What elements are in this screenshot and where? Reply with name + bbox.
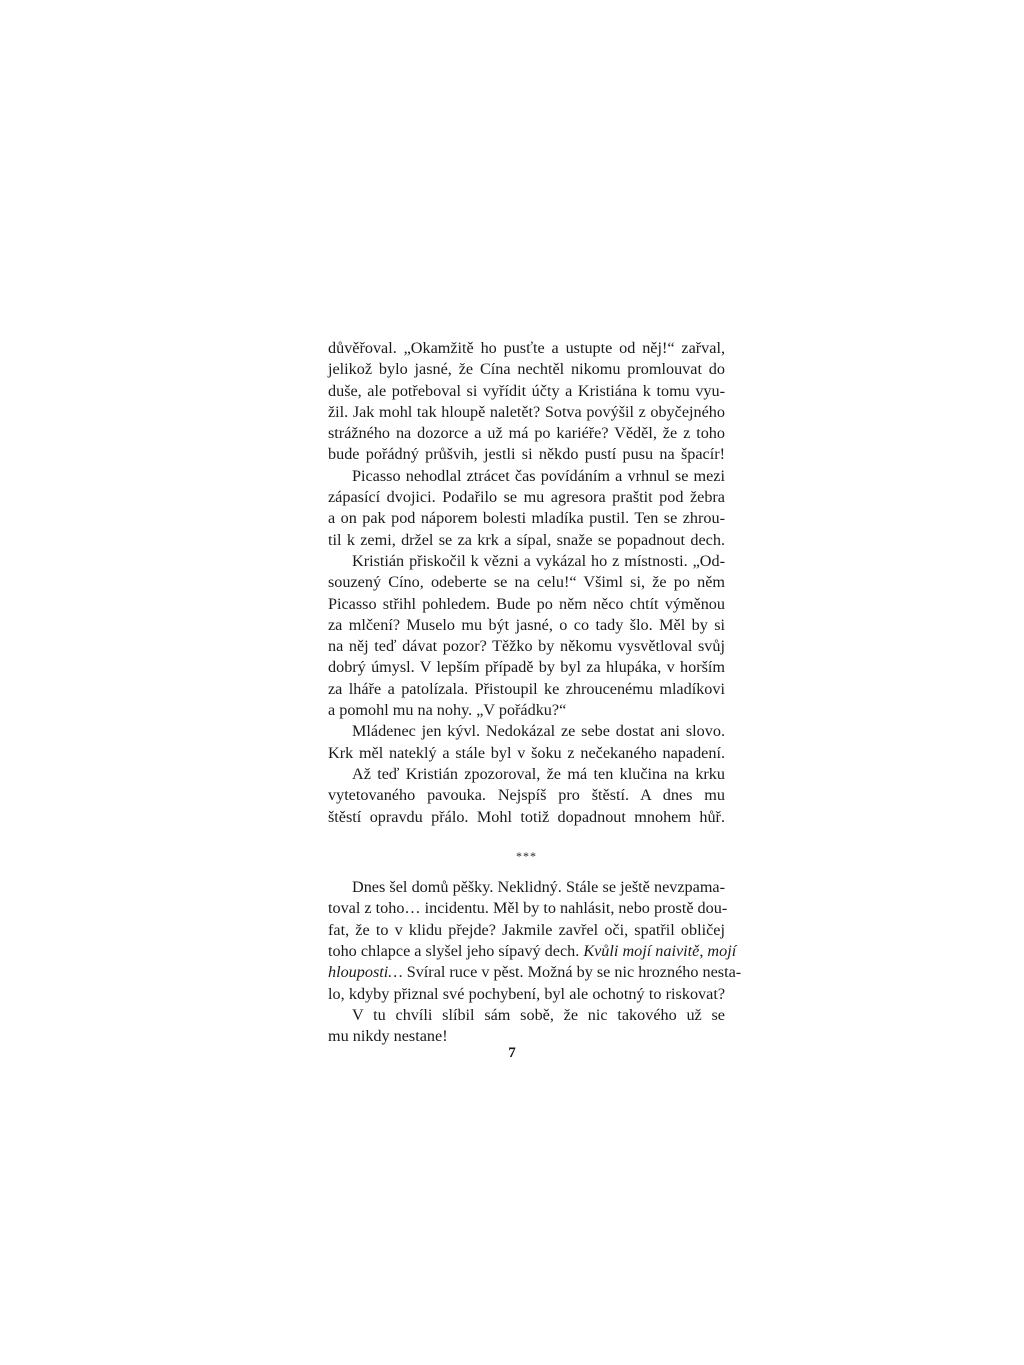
text-line: žil. Jak mohl tak hloupě naletět? Sotva povýšil z obyčejného [328, 402, 725, 421]
text-segment: Svíral ruce v pěst. Možná by se nic hrozného nesta- [402, 963, 742, 982]
text-segment: toho chlapce a slyšel jeho sípavý dech. [328, 942, 580, 961]
text-line: Až teď Kristián zpozoroval, že má ten klučina na krku [352, 764, 725, 783]
text-line [328, 962, 742, 983]
text-line [328, 941, 737, 962]
text-line: a pomohl mu na nohy. „V pořádku?“ [328, 701, 567, 720]
body-text [328, 338, 742, 1048]
paragraph [328, 721, 725, 764]
text-line: za lháře a patolízala. Přistoupil ke zhroucenému mladíkovi [328, 679, 725, 698]
paragraph [328, 1005, 725, 1048]
text-line: dobrý úmysl. V lepším případě by byl za hlupáka, v horším [328, 658, 725, 677]
text-line: Mládenec jen kývl. Nedokázal ze sebe dostat ani slovo. [352, 722, 725, 741]
text-line: Picasso střihl pohledem. Bude po něm něco chtít výměnou [328, 594, 725, 613]
italic-thought: hlouposti… [328, 963, 403, 982]
text-line: Kristián přiskočil k vězni a vykázal ho z místnosti. „Od- [352, 551, 725, 570]
text-line: duše, ale potřeboval si vyřídit účty a Kristiána k tomu vyu- [328, 381, 725, 400]
paragraph [328, 338, 725, 466]
text-line: V tu chvíli slíbil sám sobě, že nic takového už se [352, 1005, 725, 1024]
text-line: zápasící dvojici. Podařilo se mu agresora praštit pod žebra [328, 488, 725, 507]
text-line: til k zemi, držel se za krk a sípal, snaže se popadnout dech. [328, 530, 725, 549]
text-line: strážného na dozorce a už má po kariéře? Věděl, že z toho [328, 424, 725, 443]
text-line: bude pořádný průšvih, jestli si někdo pustí pusu na špacír! [328, 445, 725, 464]
text-line: vytetovaného pavouka. Nejspíš pro štěstí. A dnes mu [328, 786, 725, 805]
italic-thought: Kvůli mojí naivitě, mojí [583, 942, 737, 961]
paragraph [328, 764, 725, 828]
paragraph [328, 551, 725, 721]
text-line: lo, kdyby přiznal své pochybení, byl ale ochotný to riskovat? [328, 984, 725, 1003]
text-line: Krk měl nateklý a stále byl v šoku z nečekaného napadení. [328, 743, 725, 762]
text-line: a on pak pod náporem bolesti mladíka pustil. Ten se zhrou- [328, 509, 725, 528]
text-line: mu nikdy nestane! [328, 1027, 448, 1046]
text-line: Picasso nehodlal ztrácet čas povídáním a vrhnul se mezi [352, 466, 725, 485]
text-line: důvěřoval. „Okamžitě ho pusťte a ustupte od něj!“ zařval, [328, 339, 725, 357]
text-line: za mlčení? Muselo mu být jasné, o co tady šlo. Měl by si [328, 615, 725, 634]
text-line: souzený Cíno, odeberte se na celu!“ Všiml si, že po něm [328, 573, 725, 592]
page-number: 7 [508, 1045, 516, 1061]
text-line: Dnes šel domů pěšky. Neklidný. Stále se ještě nevzpama- [352, 878, 725, 897]
text-line: toval z toho… incidentu. Měl by to nahlásit, nebo prostě dou- [328, 899, 728, 918]
text-line: fat, že to v klidu přejde? Jakmile zavřel oči, spatřil obličej [328, 920, 725, 939]
text-line: jelikož bylo jasné, že Cína nechtěl nikomu promlouvat do [328, 360, 725, 379]
paragraph [328, 877, 742, 1005]
text-line: štěstí opravdu přálo. Mohl totiž dopadnout mnohem hůř. [328, 807, 725, 826]
paragraph [328, 466, 725, 551]
text-line: na něj teď dávat pozor? Těžko by někomu vysvětloval svůj [328, 637, 725, 656]
section-separator: *** [516, 848, 537, 863]
